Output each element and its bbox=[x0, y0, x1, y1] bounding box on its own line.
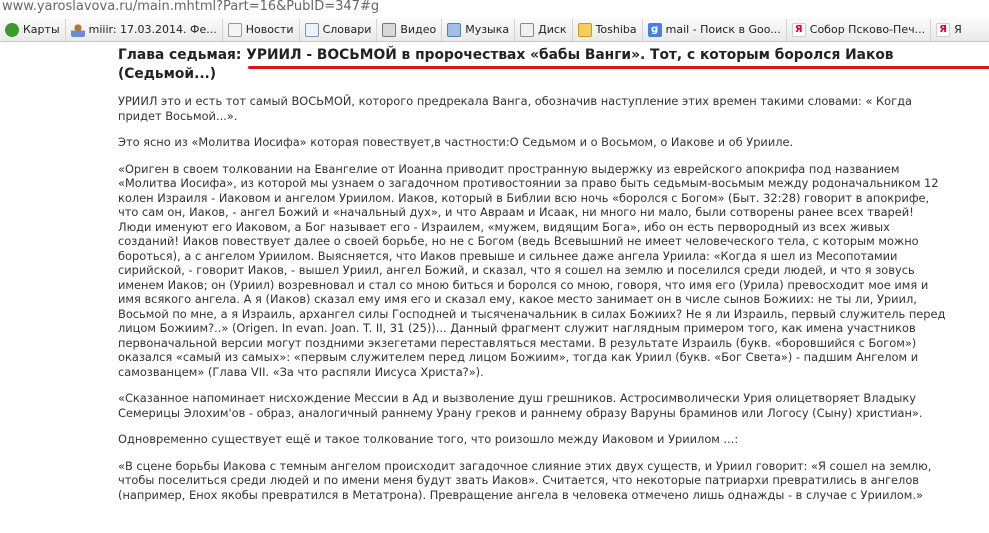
paragraph: «Сказанное напоминает нисхождение Мессии в Ад и вызволение душ грешников. Астросимволически Урия олицетворяет Владыку Семерицы Элохим'ов - образ, аналогичный раннему Урану греков и раннему образу Варуны браминов или Логосу (Сыну) христиан». bbox=[118, 391, 923, 420]
bookmark-label: Видео bbox=[400, 23, 437, 36]
page-icon bbox=[228, 23, 242, 37]
user-icon bbox=[71, 23, 85, 37]
chapter-heading bbox=[118, 46, 948, 84]
bookmark-label: Новости bbox=[245, 23, 294, 36]
paragraph: «Ориген в своем толковании на Евангелие от Иоанна приводит пространную выдержку из еврейского апокрифа под названием «Молитва Иосифа», из которой мы узнаем о загадочном противостоянии за право быть седьмым-восьмым между родоначальником 12 колен Израиля - Иаковом и ангелом Уриилом. Иаков, который в Библии всю ночь «боролся с Богом» (Быт. 32:28) говорит в апокрифе, что сам он, Иаков, - ангел Божий и «начальный дух», и что Авраам и Исаак, ни много ни мало, были сотворены ранее всех тварей! Люди именуют его Иаковом, а Бог называет его - Израилем, «мужем, видящим Бога», ибо он есть первородный из всех живых созданий! Иаков повествует далее о своей борьбе, но не с Богом (ведь Всевышний не имеет человеческого тела, с которым можно бороться), а с ангелом Уриилом. Выясняется, что Иаков превыше и сильнее даже ангела Уриила: «Когда я шел из Месопотамии сирийской, - говорит Иаков, - вышел Уриил, ангел Божий, и сказал, что я сошел на землю и поселился среди людей, и что я зовусь именем Иаков; он (Уриил) возревновал и стал со мною биться и боролся со мною, говоря, что имя его (Урила) превосходит мое имя и имя всякого ангела. А я (Иаков) сказал ему имя его и сказал ему, какое место занимает он в числе сынов Божиих: не ты ли, Уриил, Восьмой по мне, а я Израиль, архангел силы Господней и тысяченачальник в силах Божиих? Не я ли Израиль, первый служитель перед лицом Божиим?..» (Origen. In evan. Joan. T. II, 31 (25))... Данный фрагмент служит наглядным примером того, как имена участников первоначальной версии могут поздними экзегетами переставляться местами. В результате Израиль (букв. «боровшийся с Богом») оказался «самый из самых»: «первым служителем перед лицом Божиим», тогда как Уриил (букв. «Бог Света») - падшим Ангелом и самозванцем» (Глава VII. «За что распяли Иисуса Христа?»). bbox=[118, 161, 946, 379]
bookmark-maps[interactable] bbox=[0, 19, 66, 41]
page-icon bbox=[305, 23, 319, 37]
article bbox=[118, 46, 948, 514]
maps-icon bbox=[5, 23, 19, 37]
bookmark-yandex[interactable] bbox=[931, 19, 967, 41]
bookmark-label: Музыка bbox=[465, 23, 510, 36]
yandex-icon: Я bbox=[792, 23, 806, 37]
url-text: www.yaroslavova.ru/main.mhtml?Part=16&PubID=347#g bbox=[2, 0, 380, 14]
paragraph: УРИИЛ это и есть тот самый ВОСЬМОЙ, которого предрекала Ванга, обозначив наступление этих времен такими словами: « Когда придет Восьмой...». bbox=[118, 94, 912, 123]
video-icon bbox=[382, 23, 396, 37]
address-bar[interactable] bbox=[0, 0, 989, 18]
bookmark-toshiba[interactable] bbox=[573, 19, 643, 41]
bookmark-miiir[interactable] bbox=[66, 19, 223, 41]
bookmark-disk[interactable] bbox=[515, 19, 572, 41]
bookmark-video[interactable] bbox=[377, 19, 442, 41]
bookmark-label: Я bbox=[954, 23, 962, 36]
bookmark-label: mail - Поиск в Goo... bbox=[665, 23, 781, 36]
paragraph: Это ясно из «Молитва Иосифа» которая повествует,в частности:О Седьмом и о Восьмом, о Иакове и об Уриилe. bbox=[118, 135, 794, 149]
bookmark-label: Toshiba bbox=[595, 23, 637, 36]
bookmark-label: Диск bbox=[538, 23, 567, 36]
red-underline-annotation bbox=[248, 66, 989, 69]
folder-icon bbox=[578, 23, 592, 37]
music-icon bbox=[447, 23, 461, 37]
bookmark-label: miiir: 17.03.2014. Фе... bbox=[88, 23, 217, 36]
bookmark-label: Собор Псково-Печ... bbox=[809, 23, 926, 36]
bookmark-label: Карты bbox=[23, 23, 60, 36]
bookmark-music[interactable] bbox=[442, 19, 515, 41]
bookmark-news[interactable] bbox=[223, 19, 300, 41]
bookmark-dictionaries[interactable] bbox=[300, 19, 378, 41]
chapter-heading-text: Глава седьмая: УРИИЛ - ВОСЬМОЙ в пророчествах «бабы Ванги». Тот, с которым боролся Иаков (Седьмой...) bbox=[118, 47, 894, 82]
bookmark-google-mail[interactable] bbox=[643, 19, 787, 41]
mail-icon bbox=[520, 23, 534, 37]
paragraph: Одновременно существует ещё и такое толкование того, что роизошло между Иаковом и Уриилом ...: bbox=[118, 432, 739, 446]
paragraph: «В сцене борьбы Иакова с темным ангелом происходит загадочное слияние этих двух существ, и Уриил говорит: «Я сошел на землю, чтобы поселиться среди людей и по имени меня будут звать Иаков». Считается, что некоторые патриархи превратились в ангелов (например, Енох якобы превратился в Метатрона). Превращение ангела в человека отмечено лишь однажды - в случае с Уриилом.» bbox=[118, 458, 932, 502]
yandex-icon: Я bbox=[936, 23, 950, 37]
bookmark-label: Словари bbox=[322, 23, 372, 36]
bookmark-sobor[interactable] bbox=[787, 19, 931, 41]
bookmarks-bar bbox=[0, 18, 989, 42]
google-icon: g bbox=[648, 23, 662, 37]
